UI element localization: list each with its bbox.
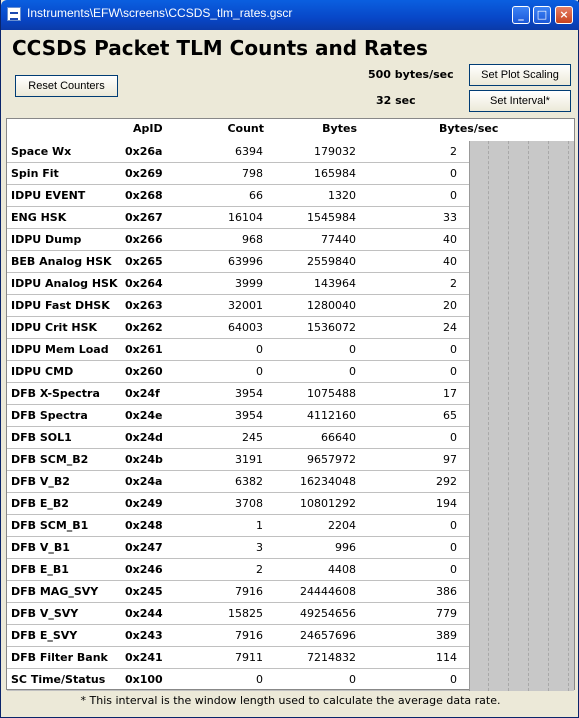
packet-rate: 0 xyxy=(450,541,457,554)
packet-name: DFB SOL1 xyxy=(11,431,72,444)
packet-apid: 0x243 xyxy=(125,629,163,642)
packet-bytes: 2204 xyxy=(328,519,356,532)
interval-footnote: * This interval is the window length used to calculate the average data rate. xyxy=(80,694,501,707)
set-interval-button[interactable]: Set Interval* xyxy=(469,90,571,112)
packet-bytes: 996 xyxy=(335,541,356,554)
packet-name: BEB Analog HSK xyxy=(11,255,112,268)
plot-gridline xyxy=(548,141,549,691)
packet-apid: 0x24a xyxy=(125,475,163,488)
packet-bytes: 1545984 xyxy=(307,211,356,224)
packet-apid: 0x24f xyxy=(125,387,160,400)
table-row xyxy=(7,493,469,515)
packet-name: DFB Spectra xyxy=(11,409,88,422)
packet-bytes: 0 xyxy=(349,365,356,378)
packet-bytes: 1536072 xyxy=(307,321,356,334)
packet-rate: 0 xyxy=(450,365,457,378)
packet-bytes: 9657972 xyxy=(307,453,356,466)
packet-bytes: 7214832 xyxy=(307,651,356,664)
plot-gridline xyxy=(568,141,569,691)
maximize-button[interactable]: □ xyxy=(533,6,551,24)
packet-name: IDPU EVENT xyxy=(11,189,86,202)
packet-apid: 0x261 xyxy=(125,343,163,356)
table-row xyxy=(7,647,469,669)
packet-bytes: 10801292 xyxy=(300,497,356,510)
packet-count: 66 xyxy=(249,189,263,202)
packet-bytes: 1320 xyxy=(328,189,356,202)
column-header-bytes: Bytes xyxy=(322,122,357,135)
set-plot-scaling-button[interactable]: Set Plot Scaling xyxy=(469,64,571,86)
app-icon xyxy=(7,7,21,21)
packet-apid: 0x266 xyxy=(125,233,163,246)
packet-apid: 0x249 xyxy=(125,497,163,510)
packet-apid: 0x100 xyxy=(125,673,163,686)
packet-apid: 0x26a xyxy=(125,145,163,158)
packet-rate: 24 xyxy=(443,321,457,334)
table-row xyxy=(7,251,469,273)
packet-bytes: 4112160 xyxy=(307,409,356,422)
packet-apid: 0x263 xyxy=(125,299,163,312)
title-bar[interactable] xyxy=(1,0,579,30)
packet-apid: 0x260 xyxy=(125,365,163,378)
column-header-count: Count xyxy=(227,122,264,135)
column-header-bytes-per-sec: Bytes/sec xyxy=(439,122,499,135)
packet-count: 6394 xyxy=(235,145,263,158)
packet-count: 63996 xyxy=(228,255,263,268)
packet-rate: 779 xyxy=(436,607,457,620)
packet-name: IDPU Mem Load xyxy=(11,343,109,356)
packet-apid: 0x265 xyxy=(125,255,163,268)
packet-bytes: 24444608 xyxy=(300,585,356,598)
packet-name: DFB V_B2 xyxy=(11,475,70,488)
page-title: CCSDS Packet TLM Counts and Rates xyxy=(12,36,428,60)
plot-gridline xyxy=(528,141,529,691)
table-row xyxy=(7,537,469,559)
packet-rate: 40 xyxy=(443,255,457,268)
packet-name: DFB SCM_B1 xyxy=(11,519,89,532)
table-row xyxy=(7,273,469,295)
packet-apid: 0x264 xyxy=(125,277,163,290)
packet-rate: 17 xyxy=(443,387,457,400)
packet-count: 16104 xyxy=(228,211,263,224)
packet-bytes: 49254656 xyxy=(300,607,356,620)
table-row xyxy=(7,141,469,163)
packet-count: 0 xyxy=(256,365,263,378)
packet-count: 32001 xyxy=(228,299,263,312)
interval-value: 32 sec xyxy=(376,94,416,107)
packet-apid: 0x247 xyxy=(125,541,163,554)
packet-name: DFB V_SVY xyxy=(11,607,79,620)
reset-counters-button[interactable]: Reset Counters xyxy=(15,75,118,97)
table-row xyxy=(7,229,469,251)
packet-name: DFB V_B1 xyxy=(11,541,70,554)
packet-apid: 0x24b xyxy=(125,453,163,466)
packet-count: 3191 xyxy=(235,453,263,466)
packet-bytes: 4408 xyxy=(328,563,356,576)
packet-name: IDPU Dump xyxy=(11,233,82,246)
packet-apid: 0x246 xyxy=(125,563,163,576)
packet-count: 2 xyxy=(256,563,263,576)
table-row xyxy=(7,339,469,361)
packet-name: DFB E_B1 xyxy=(11,563,69,576)
packet-rate: 0 xyxy=(450,431,457,444)
table-row xyxy=(7,383,469,405)
minimize-button[interactable]: _ xyxy=(512,6,530,24)
packet-name: IDPU Fast DHSK xyxy=(11,299,110,312)
table-row xyxy=(7,163,469,185)
packet-count: 7916 xyxy=(235,585,263,598)
packet-apid: 0x24e xyxy=(125,409,163,422)
packet-rate: 292 xyxy=(436,475,457,488)
packet-name: ENG HSK xyxy=(11,211,67,224)
rate-plot-area xyxy=(469,141,574,691)
packet-rate: 0 xyxy=(450,673,457,686)
table-row xyxy=(7,185,469,207)
packet-count: 7916 xyxy=(235,629,263,642)
packet-count: 0 xyxy=(256,343,263,356)
client-area xyxy=(4,30,577,715)
packet-bytes: 2559840 xyxy=(307,255,356,268)
packet-apid: 0x241 xyxy=(125,651,163,664)
packet-apid: 0x269 xyxy=(125,167,163,180)
packet-rate: 114 xyxy=(436,651,457,664)
table-row xyxy=(7,559,469,581)
packet-bytes: 1075488 xyxy=(307,387,356,400)
packet-count: 1 xyxy=(256,519,263,532)
packet-name: DFB MAG_SVY xyxy=(11,585,99,598)
plot-gridline xyxy=(488,141,489,691)
plot-gridline xyxy=(508,141,509,691)
window-title: Instruments\EFW\screens\CCSDS_tlm_rates.gscr xyxy=(27,6,293,20)
telemetry-table xyxy=(6,118,575,690)
packet-count: 64003 xyxy=(228,321,263,334)
packet-name: Space Wx xyxy=(11,145,72,158)
table-row xyxy=(7,405,469,427)
packet-apid: 0x24d xyxy=(125,431,163,444)
plot-scale-value: 500 bytes/sec xyxy=(368,68,454,81)
packet-count: 15825 xyxy=(228,607,263,620)
table-row xyxy=(7,427,469,449)
packet-count: 3954 xyxy=(235,409,263,422)
table-row xyxy=(7,295,469,317)
column-header-apid: ApID xyxy=(133,122,163,135)
packet-rate: 33 xyxy=(443,211,457,224)
packet-rate: 0 xyxy=(450,519,457,532)
packet-name: SC Time/Status xyxy=(11,673,106,686)
packet-bytes: 179032 xyxy=(314,145,356,158)
table-row xyxy=(7,625,469,647)
table-row xyxy=(7,669,469,691)
packet-apid: 0x245 xyxy=(125,585,163,598)
packet-rate: 65 xyxy=(443,409,457,422)
packet-rate: 194 xyxy=(436,497,457,510)
packet-bytes: 165984 xyxy=(314,167,356,180)
packet-name: DFB E_B2 xyxy=(11,497,69,510)
table-row xyxy=(7,449,469,471)
packet-count: 3708 xyxy=(235,497,263,510)
table-row xyxy=(7,207,469,229)
packet-rate: 2 xyxy=(450,145,457,158)
packet-rate: 2 xyxy=(450,277,457,290)
packet-apid: 0x268 xyxy=(125,189,163,202)
packet-count: 6382 xyxy=(235,475,263,488)
packet-name: IDPU CMD xyxy=(11,365,74,378)
table-row xyxy=(7,317,469,339)
table-row xyxy=(7,581,469,603)
packet-count: 3954 xyxy=(235,387,263,400)
packet-count: 3 xyxy=(256,541,263,554)
packet-rate: 0 xyxy=(450,167,457,180)
packet-count: 7911 xyxy=(235,651,263,664)
packet-count: 0 xyxy=(256,673,263,686)
packet-name: DFB Filter Bank xyxy=(11,651,108,664)
packet-rate: 20 xyxy=(443,299,457,312)
packet-apid: 0x248 xyxy=(125,519,163,532)
packet-count: 798 xyxy=(242,167,263,180)
packet-name: IDPU Analog HSK xyxy=(11,277,118,290)
packet-apid: 0x244 xyxy=(125,607,163,620)
packet-apid: 0x262 xyxy=(125,321,163,334)
table-row xyxy=(7,361,469,383)
packet-rate: 389 xyxy=(436,629,457,642)
packet-bytes: 1280040 xyxy=(307,299,356,312)
packet-bytes: 143964 xyxy=(314,277,356,290)
packet-name: DFB X-Spectra xyxy=(11,387,100,400)
close-button[interactable]: × xyxy=(555,6,573,24)
packet-bytes: 24657696 xyxy=(300,629,356,642)
packet-bytes: 77440 xyxy=(321,233,356,246)
packet-bytes: 66640 xyxy=(321,431,356,444)
packet-rate: 0 xyxy=(450,343,457,356)
packet-count: 245 xyxy=(242,431,263,444)
packet-bytes: 16234048 xyxy=(300,475,356,488)
packet-rate: 0 xyxy=(450,563,457,576)
packet-rate: 40 xyxy=(443,233,457,246)
packet-bytes: 0 xyxy=(349,673,356,686)
packet-count: 968 xyxy=(242,233,263,246)
packet-rate: 0 xyxy=(450,189,457,202)
packet-rate: 97 xyxy=(443,453,457,466)
packet-apid: 0x267 xyxy=(125,211,163,224)
packet-name: Spin Fit xyxy=(11,167,59,180)
packet-rate: 386 xyxy=(436,585,457,598)
table-row xyxy=(7,515,469,537)
table-row xyxy=(7,471,469,493)
packet-name: IDPU Crit HSK xyxy=(11,321,98,334)
packet-count: 3999 xyxy=(235,277,263,290)
table-row xyxy=(7,603,469,625)
packet-name: DFB E_SVY xyxy=(11,629,78,642)
packet-name: DFB SCM_B2 xyxy=(11,453,89,466)
packet-bytes: 0 xyxy=(349,343,356,356)
